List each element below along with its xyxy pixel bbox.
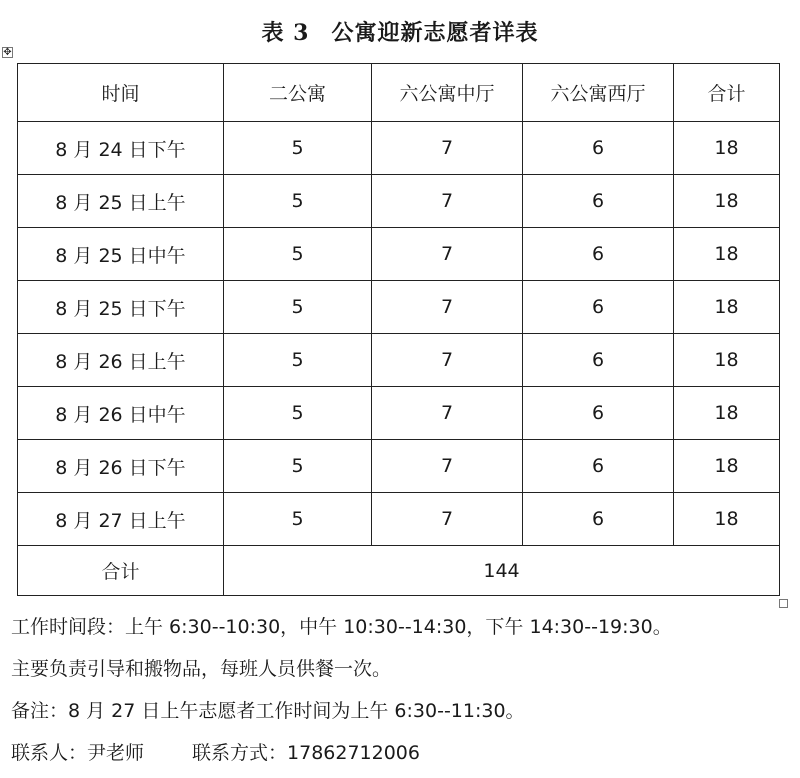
cell-total: 18 [674,334,780,387]
total-value: 144 [224,546,780,596]
header-apartment-6-west-hall: 六公寓西厅 [523,64,674,122]
cell-west-hall: 6 [523,122,674,175]
cell-total: 18 [674,228,780,281]
cell-apartment-2: 5 [224,122,372,175]
cell-middle-hall: 7 [372,228,523,281]
cell-apartment-2: 5 [224,175,372,228]
table-number: 表 3 [261,20,310,46]
table-move-handle-icon[interactable]: ✥ [3,47,12,58]
cell-apartment-2: 5 [224,387,372,440]
cell-time: 8 月 26 日中午 [18,387,224,440]
table-row [18,334,780,387]
table-row [18,228,780,281]
cell-total: 18 [674,175,780,228]
header-total: 合计 [674,64,780,122]
cell-time: 8 月 26 日下午 [18,440,224,493]
cell-west-hall: 6 [523,334,674,387]
remark-note: 备注：8 月 27 日上午志愿者工作时间为上午 6:30--11:30。 [11,700,525,722]
table-resize-handle[interactable] [779,599,788,608]
cell-time: 8 月 24 日下午 [18,122,224,175]
cell-total: 18 [674,493,780,546]
work-time-note: 工作时间段：上午 6:30--10:30，中午 10:30--14:30，下午 14:30--19:30。 [11,616,672,638]
cell-apartment-2: 5 [224,228,372,281]
cell-time: 8 月 26 日上午 [18,334,224,387]
table-row [18,440,780,493]
header-apartment-6-middle-hall: 六公寓中厅 [372,64,523,122]
cell-west-hall: 6 [523,175,674,228]
cell-total: 18 [674,122,780,175]
contact-line [11,736,791,778]
header-apartment-2: 二公寓 [224,64,372,122]
table-row [18,122,780,175]
cell-total: 18 [674,440,780,493]
table-row [18,387,780,440]
cell-total: 18 [674,387,780,440]
cell-middle-hall: 7 [372,175,523,228]
cell-west-hall: 6 [523,281,674,334]
table-title: 公寓迎新志愿者详表 [331,20,539,46]
contact-method: 联系方式：17862712006 [192,742,420,764]
cell-west-hall: 6 [523,387,674,440]
table-row [18,175,780,228]
volunteer-table [17,63,780,596]
table-total-row [18,546,780,596]
table-header-row [18,64,780,122]
contact-person: 联系人：尹老师 [11,742,145,764]
cell-west-hall: 6 [523,440,674,493]
header-time: 时间 [18,64,224,122]
cell-middle-hall: 7 [372,493,523,546]
cell-west-hall: 6 [523,493,674,546]
table-row [18,281,780,334]
cell-middle-hall: 7 [372,281,523,334]
cell-time: 8 月 25 日上午 [18,175,224,228]
cell-total: 18 [674,281,780,334]
table-row [18,493,780,546]
duty-note: 主要负责引导和搬物品，每班人员供餐一次。 [11,658,392,680]
cell-apartment-2: 5 [224,440,372,493]
cell-time: 8 月 27 日上午 [18,493,224,546]
cell-middle-hall: 7 [372,334,523,387]
cell-middle-hall: 7 [372,440,523,493]
notes-section [11,610,791,778]
cell-middle-hall: 7 [372,387,523,440]
cell-apartment-2: 5 [224,334,372,387]
total-label: 合计 [18,546,224,596]
cell-middle-hall: 7 [372,122,523,175]
cell-time: 8 月 25 日中午 [18,228,224,281]
table-caption [0,16,800,47]
cell-apartment-2: 5 [224,493,372,546]
cell-west-hall: 6 [523,228,674,281]
cell-time: 8 月 25 日下午 [18,281,224,334]
cell-apartment-2: 5 [224,281,372,334]
